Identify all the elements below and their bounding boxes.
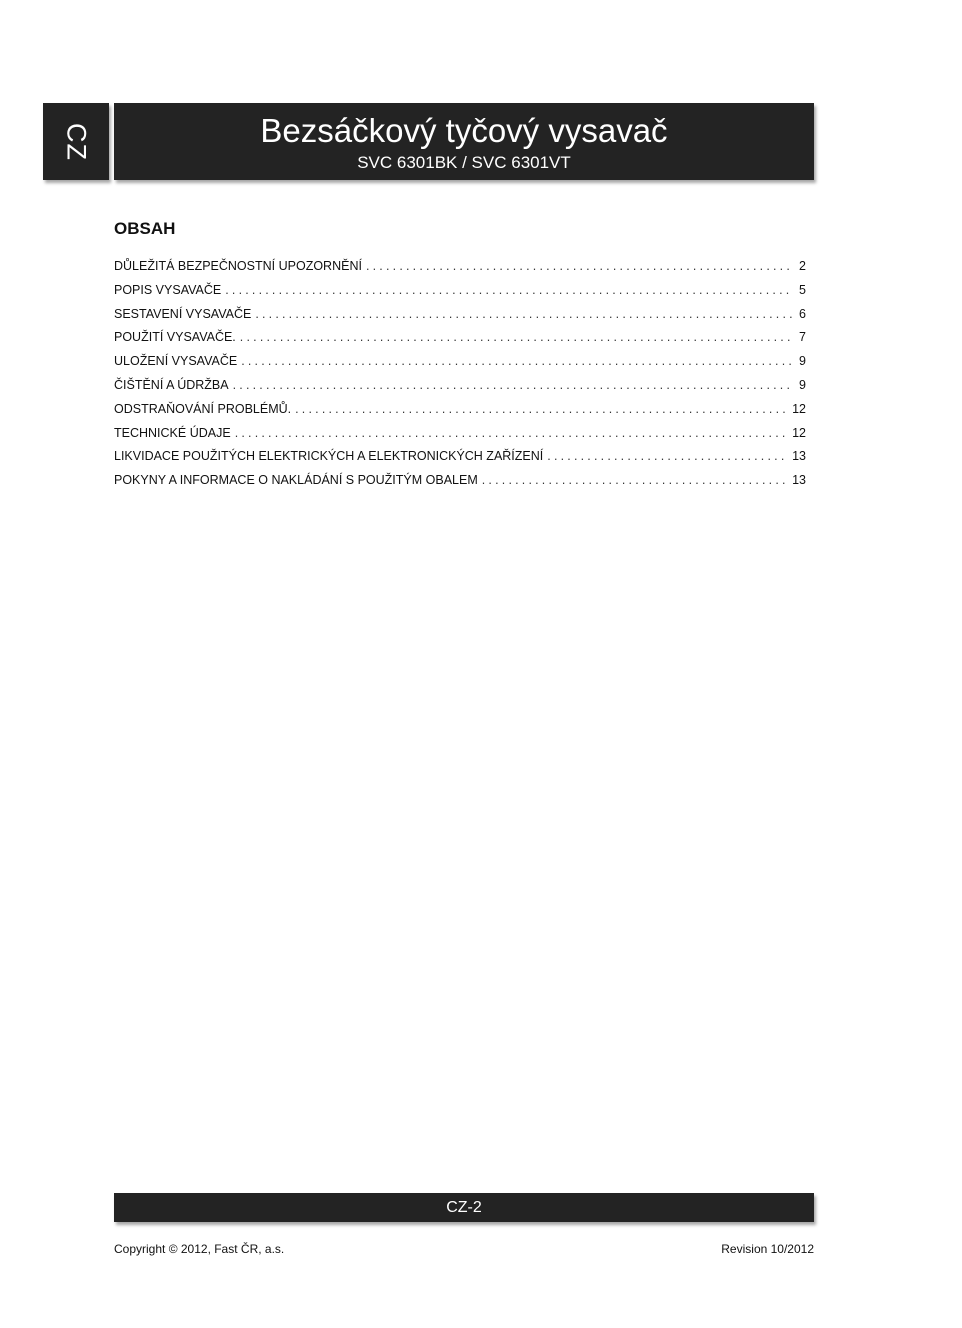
- toc-leader-dots: [233, 375, 792, 395]
- toc-entry[interactable]: [114, 256, 806, 280]
- toc-leader-dots: [547, 446, 788, 466]
- toc-entry-label: LIKVIDACE POUŽITÝCH ELEKTRICKÝCH A ELEKTRONICKÝCH ZAŘÍZENÍ: [114, 449, 544, 464]
- toc-leader-dots: [255, 304, 792, 324]
- toc-entry-page: 9: [799, 377, 806, 392]
- page-number: CZ-2: [446, 1199, 482, 1216]
- toc-leader-dots: [482, 470, 788, 490]
- toc-entry-label: POKYNY A INFORMACE O NAKLÁDÁNÍ S POUŽITÝM OBALEM: [114, 473, 478, 488]
- title-banner: [114, 103, 814, 180]
- toc-entry[interactable]: [114, 399, 806, 423]
- toc-entry-label: TECHNICKÉ ÚDAJE: [114, 425, 231, 440]
- toc-entry-label: ČIŠTĚNÍ A ÚDRŽBA: [114, 377, 229, 392]
- toc-entry-label: DŮLEŽITÁ BEZPEČNOSTNÍ UPOZORNĚNÍ: [114, 259, 362, 273]
- language-tab: [43, 103, 109, 180]
- toc-entry[interactable]: [114, 351, 806, 375]
- page-number-bar: [114, 1193, 814, 1222]
- toc-heading: OBSAH: [114, 219, 176, 238]
- toc-leader-dots: [241, 351, 792, 371]
- revision-label: Revision 10/2012: [721, 1242, 814, 1256]
- toc-leader-dots: [235, 423, 788, 443]
- table-of-contents: [114, 256, 806, 494]
- toc-entry[interactable]: [114, 470, 806, 494]
- document-title: Bezsáčkový tyčový vysavač: [260, 112, 668, 149]
- toc-entry-label: POPIS VYSAVAČE: [114, 282, 222, 297]
- toc-entry[interactable]: [114, 423, 806, 447]
- toc-entry-page: 13: [792, 449, 806, 464]
- toc-entry-page: 12: [792, 401, 806, 416]
- toc-leader-dots: [295, 399, 788, 419]
- toc-entry-page: 5: [799, 282, 806, 297]
- toc-entry-label: ODSTRAŇOVÁNÍ PROBLÉMŮ.: [114, 401, 292, 416]
- language-code: CZ: [61, 122, 92, 161]
- toc-entry[interactable]: [114, 327, 806, 351]
- toc-entry-page: 13: [792, 473, 806, 488]
- toc-leader-dots: [366, 256, 792, 276]
- toc-entry-page: 9: [799, 354, 806, 369]
- toc-entry-label: POUŽITÍ VYSAVAČE.: [114, 330, 236, 345]
- toc-entry-label: ULOŽENÍ VYSAVAČE: [114, 354, 238, 369]
- toc-entry[interactable]: [114, 375, 806, 399]
- toc-leader-dots: [240, 327, 792, 347]
- copyright-notice: Copyright © 2012, Fast ČR, a.s.: [114, 1242, 285, 1256]
- toc-entry[interactable]: [114, 446, 806, 470]
- toc-entry[interactable]: [114, 304, 806, 328]
- toc-entry-page: 6: [799, 306, 806, 321]
- toc-entry[interactable]: [114, 280, 806, 304]
- toc-leader-dots: [225, 280, 792, 300]
- model-numbers: SVC 6301BK / SVC 6301VT: [357, 153, 571, 172]
- toc-entry-page: 12: [792, 425, 806, 440]
- toc-entry-page: 2: [799, 259, 806, 273]
- toc-entry-label: SESTAVENÍ VYSAVAČE: [114, 306, 252, 321]
- toc-entry-page: 7: [799, 330, 806, 345]
